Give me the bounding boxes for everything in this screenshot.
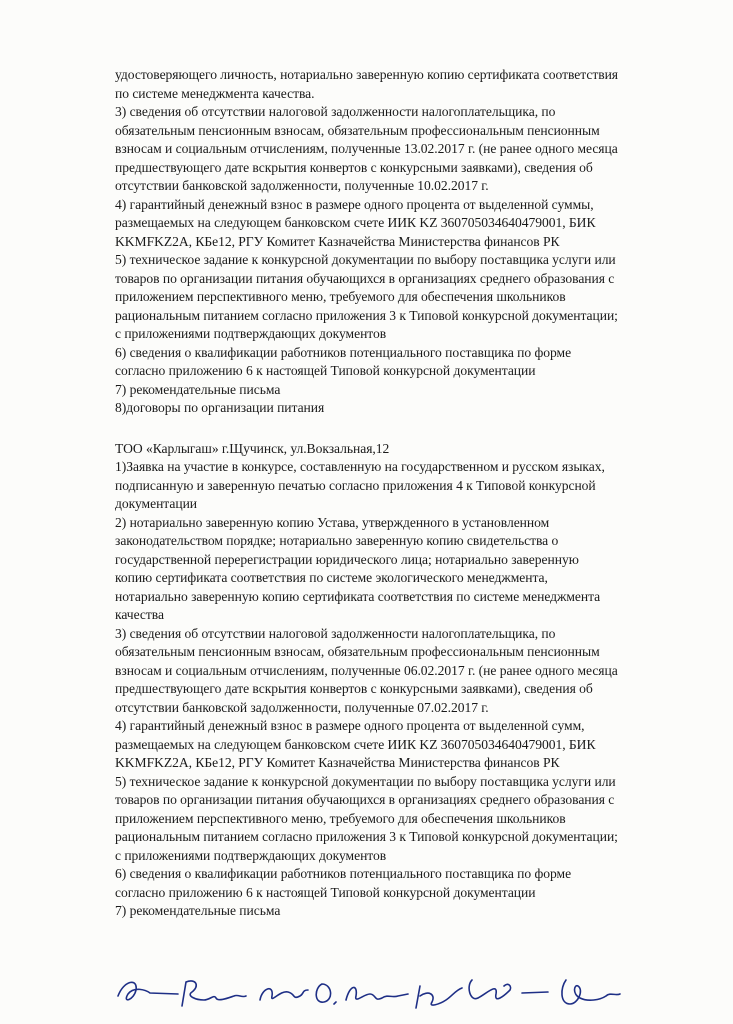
text-line: по системе менеджмента качества. — [115, 85, 315, 101]
text-line: 8)договоры по организации питания — [115, 400, 325, 415]
text-line: обязательным пенсионным взносам, обязательным профессиональным пенсионным — [115, 122, 600, 138]
text-line: KKMFKZ2A, КБе12, РГУ Комитет Казначейства Министерства финансов РК — [115, 233, 560, 249]
signature-2 — [182, 981, 246, 1006]
document-body — [115, 66, 700, 921]
text-line: рациональным питанием согласно приложения 3 к Типовой конкурсной документации; — [115, 829, 618, 844]
text-line: взносам и социальным отчислениям, полученные 06.02.2017 г. (не ранее одного месяца — [115, 662, 618, 678]
text-line: согласно приложению 6 к настоящей Типовой конкурсной документации — [115, 884, 536, 900]
text-line: документации — [115, 496, 198, 511]
signature-4 — [316, 984, 408, 1004]
text-line: отсутствии банковской задолженности, полученные 10.02.2017 г. — [115, 178, 489, 193]
text-line: предшествующего дате вскрытия конвертов с конкурсными заявками), сведения об — [115, 159, 593, 175]
text-line: размещаемых на следующем банковском счете ИИК KZ 360705034640479001, БИК — [115, 736, 596, 752]
text-line: копию сертификата соответствия по системе экологического менеджмента, — [115, 570, 548, 585]
text-line: приложением перспективного меню, требуемого для обеспечения школьников — [115, 810, 566, 826]
text-line: приложением перспективного меню, требуемого для обеспечения школьников — [115, 289, 566, 304]
text-line: законодательством порядке; нотариально заверенную копию свидетельства о — [115, 533, 559, 548]
signature-3 — [260, 989, 308, 1000]
text-line: размещаемых на следующем банковском счете ИИК KZ 360705034640479001, БИК — [115, 215, 596, 230]
text-line: рациональным питанием согласно приложения 3 к Типовой конкурсной документации; — [115, 307, 618, 323]
text-line: предшествующего дате вскрытия конвертов с конкурсными заявками), сведения об — [115, 681, 593, 696]
text-line: отсутствии банковской задолженности, полученные 07.02.2017 г. — [115, 699, 489, 715]
signatures — [0, 960, 733, 1024]
text-line: согласно приложению 6 к настоящей Типовой конкурсной документации — [115, 363, 536, 378]
signature-5 — [416, 980, 511, 1008]
signature-6 — [562, 980, 620, 1004]
text-line: 5) техническое задание к конкурсной документации по выбору поставщика услуги или — [115, 252, 616, 267]
text-line: 2) нотариально заверенную копию Устава, утвержденного в установленном — [115, 514, 550, 530]
text-line: KKMFKZ2A, КБе12, РГУ Комитет Казначейства Министерства финансов РК — [115, 755, 560, 770]
text-line: товаров по организации питания обучающихся в организациях среднего образования с — [115, 792, 615, 807]
text-line: нотариально заверенную копию сертификата соответствия по системе менеджмента — [115, 588, 601, 604]
text-line: 1)Заявка на участие в конкурсе, составленную на государственном и русском языках, — [115, 459, 605, 474]
text-line: 4) гарантийный денежный взнос в размере одного процента от выделенной суммы, — [115, 196, 594, 212]
paragraph-gap — [115, 418, 700, 440]
text-line: качества — [115, 607, 164, 622]
text-line: обязательным пенсионным взносам, обязательным профессиональным пенсионным — [115, 644, 600, 659]
text-line: удостоверяющего личность, нотариально заверенную копию сертификата соответствия — [115, 67, 619, 82]
text-line: 6) сведения о квалификации работников потенциального поставщика по форме — [115, 866, 572, 881]
signature-dash — [522, 992, 548, 993]
text-line: с приложениями подтверждающих документов — [115, 326, 387, 341]
text-line: подписанную и заверенную печатью согласно приложения 4 к Типовой конкурсной — [115, 477, 596, 493]
text-line: 6) сведения о квалификации работников потенциального поставщика по форме — [115, 344, 572, 360]
text-line: ТОО «Карлыгаш» г.Щучинск, ул.Вокзальная,12 — [115, 440, 390, 456]
text-line: взносам и социальным отчислениям, полученные 13.02.2017 г. (не ранее одного месяца — [115, 141, 618, 156]
text-line: 4) гарантийный денежный взнос в размере одного процента от выделенной сумм, — [115, 718, 585, 733]
signature-1 — [118, 982, 178, 1000]
text-line: 3) сведения об отсутствии налоговой задолженности налогоплательщика, по — [115, 104, 556, 119]
text-line: 3) сведения об отсутствии налоговой задолженности налогоплательщика, по — [115, 625, 556, 641]
text-line: 5) техническое задание к конкурсной документации по выбору поставщика услуги или — [115, 773, 616, 789]
section-karlygash — [115, 440, 700, 921]
section-previous-bidder — [115, 66, 700, 418]
text-line: государственной перерегистрации юридического лица; нотариально заверенную — [115, 551, 579, 567]
text-line: 7) рекомендательные письма — [115, 903, 281, 918]
text-line: с приложениями подтверждающих документов — [115, 847, 387, 863]
text-line: товаров по организации питания обучающихся в организациях среднего образования с — [115, 270, 615, 286]
text-line: 7) рекомендательные письма — [115, 381, 281, 397]
